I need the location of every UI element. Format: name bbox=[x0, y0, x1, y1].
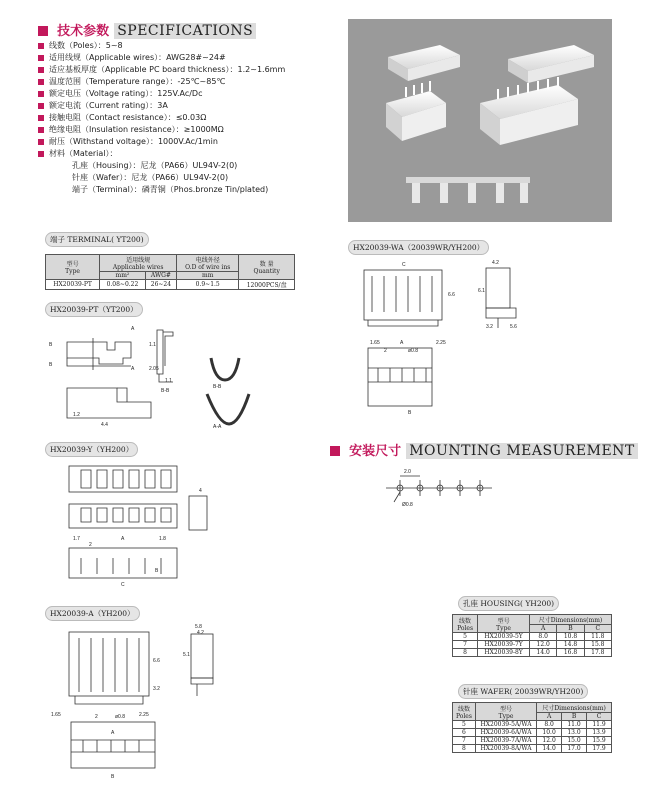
spec-row bbox=[38, 52, 285, 64]
cell: HX20039-8Y bbox=[478, 649, 530, 657]
col-od-unit: mm bbox=[177, 272, 239, 280]
dim-label: A bbox=[400, 340, 404, 346]
cell: 15.0 bbox=[562, 737, 587, 745]
y-drawing bbox=[45, 460, 225, 590]
dim-label: 1.1 bbox=[149, 342, 156, 348]
cell: 7 bbox=[453, 641, 478, 649]
bullet-icon bbox=[38, 79, 44, 85]
product-photo bbox=[348, 19, 612, 222]
spec-row bbox=[38, 40, 285, 52]
spec-text: 耐压（Withstand voltage）：1000V.Ac/1min bbox=[49, 137, 218, 146]
dim-label: 5.1 bbox=[183, 652, 190, 658]
dim-label: B bbox=[408, 410, 412, 416]
dim-label: 5.8 bbox=[195, 624, 202, 630]
cell: 6 bbox=[453, 729, 476, 737]
table-row bbox=[46, 280, 295, 290]
mounting-title-en: MOUNTING MEASUREMENT bbox=[406, 443, 638, 459]
col-od: 电线外径 O.D of wire ins bbox=[177, 255, 239, 272]
dim-label: B bbox=[155, 568, 159, 574]
wa-drawing bbox=[348, 256, 558, 418]
cell: 0.08~0.22 bbox=[100, 280, 146, 290]
cell: HX20039-PT bbox=[46, 280, 100, 290]
specs-title-en: SPECIFICATIONS bbox=[114, 23, 256, 39]
cell: 15.8 bbox=[584, 641, 611, 649]
housing-tag: 孔座 HOUSING( YH200) bbox=[458, 596, 559, 611]
a-drawing bbox=[45, 622, 245, 788]
bullet-icon bbox=[38, 127, 44, 133]
dim-label: 3.2 bbox=[486, 324, 493, 330]
y-tag: HX20039-Y（YH200） bbox=[45, 442, 138, 457]
cell: 26~24 bbox=[145, 280, 176, 290]
table-header-row bbox=[453, 615, 612, 625]
col-b: B bbox=[557, 625, 584, 633]
cell: 8.0 bbox=[530, 633, 557, 641]
wa-tag: HX20039-WA（20039WR/YH200） bbox=[348, 240, 489, 255]
dim-label: 6.1 bbox=[478, 288, 485, 294]
dim-label: 1.65 bbox=[370, 340, 380, 346]
spec-row bbox=[38, 88, 285, 100]
col-a: A bbox=[530, 625, 557, 633]
a-tag: HX20039-A（YH200） bbox=[45, 606, 140, 621]
table-row bbox=[453, 649, 612, 657]
dim-label: Ø0.8 bbox=[402, 502, 413, 508]
cell: HX20039-6A/WA bbox=[475, 729, 536, 737]
wafer-table bbox=[452, 702, 612, 753]
dim-label: 1.65 bbox=[51, 712, 61, 718]
table-row bbox=[453, 745, 612, 753]
cell: 12.0 bbox=[537, 737, 562, 745]
dim-label: A bbox=[121, 536, 125, 542]
dim-label: 4 bbox=[199, 488, 202, 494]
dim-label: B bbox=[49, 342, 53, 348]
bullet-icon bbox=[38, 43, 44, 49]
dim-label: 2 bbox=[89, 542, 92, 548]
cell: HX20039-5A/WA bbox=[475, 721, 536, 729]
dim-label: ø0.8 bbox=[408, 348, 419, 354]
dim-label: 3.2 bbox=[153, 686, 160, 692]
wafer-tag: 针座 WAFER( 20039WR/YH200) bbox=[458, 684, 588, 699]
dim-label: A bbox=[131, 326, 135, 332]
dim-label: A-A bbox=[213, 424, 222, 430]
dim-label: 2.25 bbox=[436, 340, 446, 346]
pt-tag: HX20039-PT（YT200） bbox=[45, 302, 143, 317]
specs-title-cn: 技术参数 bbox=[57, 24, 110, 39]
bullet-icon bbox=[38, 115, 44, 121]
col-b: B bbox=[562, 713, 587, 721]
spec-text: 绝缘电阻（Insulation resistance）：≥1000MΩ bbox=[49, 125, 224, 134]
cell: 15.9 bbox=[587, 737, 612, 745]
table-row bbox=[453, 729, 612, 737]
dim-label: C bbox=[402, 262, 406, 268]
col-wires: 适用线规 Applicable wires bbox=[100, 255, 177, 272]
dim-label: 6.6 bbox=[153, 658, 160, 664]
dim-label: 1.8 bbox=[159, 536, 166, 542]
bullet-icon bbox=[38, 103, 44, 109]
cell: 5 bbox=[453, 721, 476, 729]
cell: 11.8 bbox=[584, 633, 611, 641]
cell: 8.0 bbox=[537, 721, 562, 729]
housing-table bbox=[452, 614, 612, 657]
spec-row bbox=[38, 112, 285, 124]
cell: 12000PCS/盘 bbox=[239, 280, 295, 290]
dim-label: 4.4 bbox=[101, 422, 108, 428]
mounting-heading bbox=[330, 440, 638, 459]
table-header-row bbox=[46, 255, 295, 272]
cell: 7 bbox=[453, 737, 476, 745]
dim-label: 1.2 bbox=[73, 412, 80, 418]
col-mm2: mm² bbox=[100, 272, 146, 280]
dim-label: 1.1 bbox=[165, 378, 172, 384]
col-poles: 线数 Poles bbox=[453, 615, 478, 633]
cell: 14.0 bbox=[530, 649, 557, 657]
cell: 11.9 bbox=[587, 721, 612, 729]
col-type: 型号 Type bbox=[478, 615, 530, 633]
col-type: 型号 Type bbox=[46, 255, 100, 280]
col-dim: 尺寸Dimensions(mm) bbox=[530, 615, 612, 625]
spec-text: 适用线规（Applicable wires）：AWG28#~24# bbox=[49, 53, 226, 62]
spec-text: 接触电阻（Contact resistance）：≤0.03Ω bbox=[49, 113, 207, 122]
cell: 14.8 bbox=[557, 641, 584, 649]
material-row: 端子（Terminal）：磷青铜（Phos.bronze Tin/plated) bbox=[72, 185, 269, 194]
dim-label: ø0.8 bbox=[115, 714, 126, 720]
cell: 13.9 bbox=[587, 729, 612, 737]
table-row bbox=[453, 633, 612, 641]
spec-row bbox=[38, 124, 285, 136]
bullet-icon bbox=[38, 91, 44, 97]
dim-label: C bbox=[121, 582, 125, 588]
cell: 14.0 bbox=[537, 745, 562, 753]
col-poles: 线数 Poles bbox=[453, 703, 476, 721]
cell: HX20039-8A/WA bbox=[475, 745, 536, 753]
terminal-table bbox=[45, 254, 295, 290]
table-header-row bbox=[453, 703, 612, 713]
spec-row bbox=[38, 76, 285, 88]
dim-label: 6.6 bbox=[448, 292, 455, 298]
cell: 5 bbox=[453, 633, 478, 641]
material-row: 针座（Wafer）：尼龙（PA66）UL94V-2(0) bbox=[72, 173, 229, 182]
table-row bbox=[453, 737, 612, 745]
cell: 10.0 bbox=[537, 729, 562, 737]
cell: 13.0 bbox=[562, 729, 587, 737]
material-row: 孔座（Housing）：尼龙（PA66）UL94V-2(0) bbox=[72, 161, 238, 170]
dim-label: 4.2 bbox=[197, 630, 204, 636]
col-awg: AWG# bbox=[145, 272, 176, 280]
cell: 16.8 bbox=[557, 649, 584, 657]
spec-row bbox=[38, 100, 285, 112]
dim-label: B bbox=[111, 774, 115, 780]
dim-label: A bbox=[111, 730, 115, 736]
spec-text: 温度范围（Temperature range）：-25℃~85℃ bbox=[49, 77, 226, 86]
cell: 17.0 bbox=[562, 745, 587, 753]
cell: 8 bbox=[453, 649, 478, 657]
bullet-icon bbox=[38, 67, 44, 73]
bullet-icon bbox=[38, 55, 44, 61]
dim-label: A bbox=[131, 366, 135, 372]
specs-heading bbox=[38, 20, 256, 39]
cell: HX20039-7A/WA bbox=[475, 737, 536, 745]
dim-label: 2.0 bbox=[404, 469, 411, 475]
heading-bullet-icon bbox=[330, 446, 340, 456]
cell: 17.8 bbox=[584, 649, 611, 657]
spec-row bbox=[38, 148, 285, 160]
dim-label: 5.6 bbox=[510, 324, 517, 330]
cell: 12.0 bbox=[530, 641, 557, 649]
dim-label: 2 bbox=[95, 714, 98, 720]
cell: 0.9~1.5 bbox=[177, 280, 239, 290]
terminal-tag: 端子 TERMINAL( YT200) bbox=[45, 232, 149, 247]
dim-label: 2.05 bbox=[149, 366, 159, 372]
spec-text: 线数（Poles）：5~8 bbox=[49, 41, 123, 50]
dim-label: 2 bbox=[384, 348, 387, 354]
heading-bullet-icon bbox=[38, 26, 48, 36]
pt-drawing bbox=[45, 318, 265, 430]
mounting-drawing bbox=[380, 462, 500, 512]
bullet-icon bbox=[38, 151, 44, 157]
cell: 8 bbox=[453, 745, 476, 753]
cell: 17.9 bbox=[587, 745, 612, 753]
dim-label: B-B bbox=[161, 388, 170, 394]
col-dim: 尺寸Dimensions(mm) bbox=[537, 703, 612, 713]
col-c: C bbox=[584, 625, 611, 633]
dim-label: 1.7 bbox=[73, 536, 80, 542]
spec-text: 材料（Material）： bbox=[49, 149, 118, 158]
table-row bbox=[453, 641, 612, 649]
spec-row bbox=[38, 64, 285, 76]
dim-label: 4.2 bbox=[492, 260, 499, 266]
cell: HX20039-7Y bbox=[478, 641, 530, 649]
dim-label: 2.25 bbox=[139, 712, 149, 718]
spec-text: 适应基板厚度（Applicable PC board thickness）：1.2~1.6mm bbox=[49, 65, 286, 74]
bullet-icon bbox=[38, 139, 44, 145]
table-row bbox=[453, 721, 612, 729]
spec-row bbox=[38, 136, 285, 148]
dim-label: B-B bbox=[213, 384, 222, 390]
col-type: 型号 Type bbox=[475, 703, 536, 721]
spec-list bbox=[38, 40, 285, 196]
col-c: C bbox=[587, 713, 612, 721]
mounting-title-cn: 安装尺寸 bbox=[349, 444, 402, 459]
spec-text: 额定电压（Voltage rating）：125V.Ac/Dc bbox=[49, 89, 203, 98]
cell: 10.8 bbox=[557, 633, 584, 641]
cell: 11.0 bbox=[562, 721, 587, 729]
col-a: A bbox=[537, 713, 562, 721]
product-photo-illustration bbox=[348, 19, 612, 222]
dim-label: B bbox=[49, 362, 53, 368]
cell: HX20039-5Y bbox=[478, 633, 530, 641]
col-qty: 数 量 Quantity bbox=[239, 255, 295, 280]
spec-text: 额定电流（Current rating）：3A bbox=[49, 101, 168, 110]
